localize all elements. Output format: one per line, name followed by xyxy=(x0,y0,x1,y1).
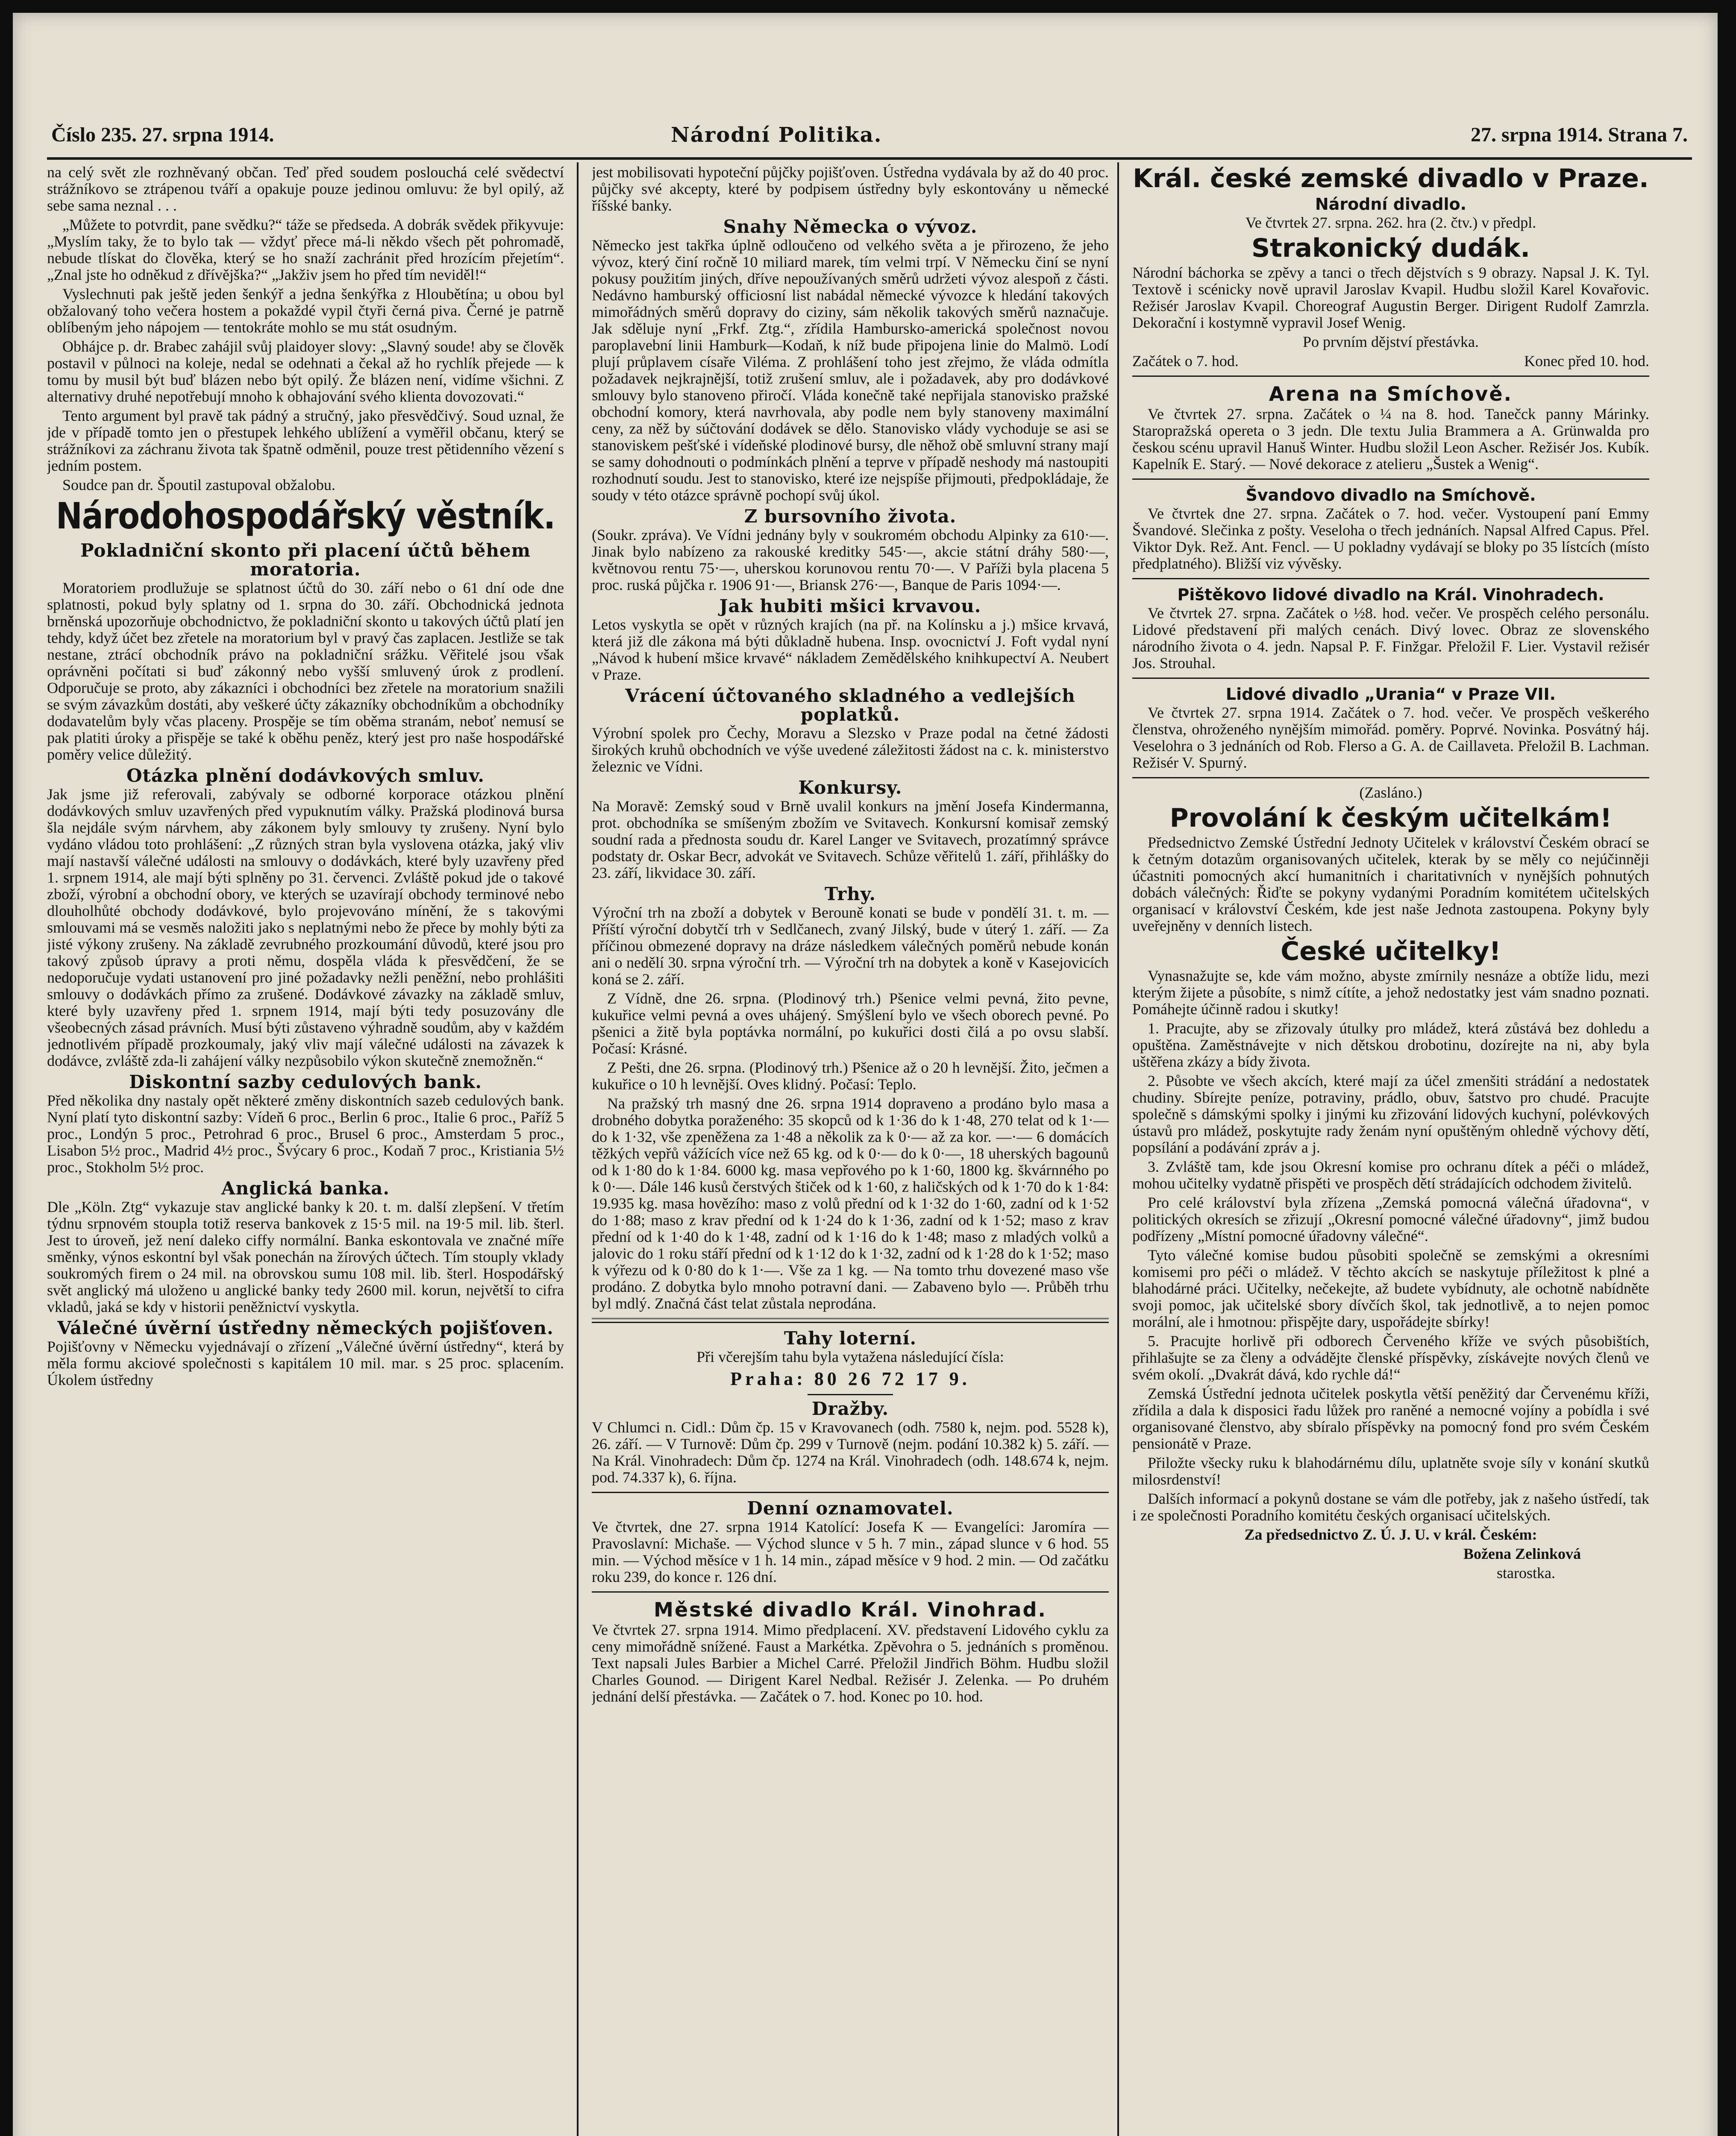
article-heading: Denní oznamovatel. xyxy=(747,1498,954,1519)
article-paragraph: Moratoriem prodlužuje se splatnost účtů do 30. září nebo o 61 dní ode dne splatnosti, pokud byly splatny od 1. srpna do 30. září. Obchodnická jednota brněnská upozorňuje obchodnictvo, že pokladniční skonto u takových účtů platí jen tehdy, když účet bez zřetele na moratorium byl v pravý čas zaplacen. Jestliže se tak nestane, ztrácí obchodník právo na pokladniční srážku. Věřitelé jsou však oprávněni počítati si buď zákonný nebo vyšší smluvený úrok z prodlení. Odporučuje se proto, aby zákazníci i obchodníci bez zřetele na moratorium snažili se svým závazkům dostáti, aby veškeré účty zákazníky obchodníkům a obchodníky dodavatelům byly včas placeny. Prospěje se tím oběma stranám, neboť nemusí se pak platiti úroky a přispěje se také k oběhu peněz, který jest pro naše hospodářské poměry velice důležitý. xyxy=(47,579,564,763)
article-paragraph: 5. Pracujte horlivě při odborech Červeného kříže ve svých působištích, přihlašujte se za členy a odvádějte členské příspěvky, získávejte nových členů ve svém okolí. „Dvakrát dává, kdo rychle dá!“ xyxy=(1132,1332,1649,1383)
lottery-numbers xyxy=(592,1368,1109,1390)
article-paragraph: na celý svět zle rozhněvaný občan. Teď před soudem poslouchá celé svědectví strážníkovo se ztrápenou tváří a opakuje pouze jedinou omluvu: že byl opilý, až sebe sama neznal . . . xyxy=(47,164,564,214)
article-heading: Jak hubiti mšici krvavou. xyxy=(719,596,981,616)
article-paragraph: Vyslechnuti pak ještě jeden šenkýř a jedna šenkýřka z Hloubětína; u obou byl obžalovaný toho večera hostem a pokaždé vypil čtyři černá piva. Černé je patrně oblíbeným jeho nápojem — tentokráte mohlo se mu stát osudným. xyxy=(47,285,564,336)
header-rule xyxy=(47,157,1692,160)
article-paragraph: Výroční trh na zboží a dobytek v Berouně konati se bude v pondělí 31. t. m. — Příští výroční dobytčí trh v Sedlčanech, zvaný Jilský, bude v úterý 1. září. — Za příčinou obmezené dopravy na dráze následkem válečných poměrů nebude konán ani o nedělí 30. srpna výroční trh. — Výroční trh na dobytek a koně v Kasejovicích koná se 2. září. xyxy=(592,904,1109,988)
article-paragraph: Dalších informací a pokynů dostane se vám dle potřeby, jak z našeho ústředí, tak i ze společnosti Poradního komitétu českých organisací učitelských. xyxy=(1132,1490,1649,1524)
theatre-heading: Švandovo divadlo na Smíchově. xyxy=(1245,486,1536,505)
article-heading: Snahy Německa o vývoz. xyxy=(723,216,978,237)
article-paragraph: Předsednictvo Zemské Ústřední Jednoty Učitelek v království Českém obrací se k četným dotazům organisovaných učitelek, kterak by se měly co nejúčinněji účastniti pomocných akcí humanitních i charitativních v nynějších pohnutých dobách válečných: Řiďte se pokyny vydanými Poradním komitétem učitelských organisací v království Českém, kde jest naše Jednota zastoupena. Pokyny byly uveřejněny v denních listech. xyxy=(1132,834,1649,934)
divider xyxy=(808,1394,893,1395)
article-paragraph: Pojišťovny v Německu vyjednávají o zřízení „Válečné úvěrní ústředny“, která by měla formu akciové společnosti s kapitálem 10 mil. mar. s 25 proc. splacením. Úkolem ústředny xyxy=(47,1338,564,1388)
column-1 xyxy=(47,164,564,2136)
article-paragraph: „Můžete to potvrdit, pane svědku?“ táže se předseda. A dobrák svědek přikyvuje: „Myslím taky, že to bylo tak — vždyť přece má-li někdo všech pět pohromadě, nebude tlískat do člověka, který se ho snaží zachránit před hrozícím přejetím“. „Znal jste ho odněkud z dřívějška?“ „Jakživ jsem ho před tím neviděl!“ xyxy=(47,216,564,283)
signature-title: starostka. xyxy=(1497,1564,1555,1581)
theatre-heading: Arena na Smíchově. xyxy=(1269,382,1513,405)
divider xyxy=(1132,578,1649,579)
theatre-heading: Pištěkovo lidové divadlo na Král. Vinohradech. xyxy=(1177,585,1604,604)
article-heading: Vrácení účtovaného skladného a vedlejších poplatků. xyxy=(625,685,1075,725)
article-heading: Pokladniční skonto při placení účtů během moratoria. xyxy=(80,540,531,580)
article-paragraph: Výrobní spolek pro Čechy, Moravu a Slezsko v Praze podal na četné žádosti širokých kruhů obchodních ve výše uvedené záležitosti žádost na c. k. ministerstvo železnic ve Vídni. xyxy=(592,725,1109,775)
article-heading: Tahy loterní. xyxy=(784,1328,917,1349)
article-paragraph: Po prvním dějství přestávka. xyxy=(1303,333,1479,350)
article-paragraph: Na pražský trh masný dne 26. srpna 1914 dopraveno a prodáno bylo masa a drobného dobytka poraženého: 35 skopců od k 1·36 do k 1·48, 270 telat od k 1·— do k 1·32, vše zpeněžena za 1·48 a několik za k 0·— až za kor. —·— 6 domácích těžkých vepřů vážících více než 65 kg. od k 0·— do k 0·—, 18 uherských bagounů od k 1·80 do k 1·84. 6000 kg. masa vepřového po k 1·60, 1800 kg. škvárnného po k 0·—. Dále 146 kusů čerstvých štiček od k 1·60, z haličských od k 1·70 do k 1·84: 19.935 kg. masa hovězího: maso z volů přední od k 1·32 do 1·60, zadní od k 1·52 do 1·88; maso z krav přední od k 1·24 do k 1·36, zadní od k 1·52; maso z krav přední od k 1·40 do k 1·48, zadní od k 1·16 do k 1·48; maso z mladých volků a jalovic do 1 roku stáří přední od k 1·12 do k 1·32, zadní od k 1·28 do k 1·52; maso k výřezu od k 0·80 do k 1·—. Vše za 1 kg. — Na tomto trhu dovezené maso vše prodáno. Z dobytka bylo mnoho potravní dani. — Zabaveno bylo —. Průběh trhu byl mdlý. Značná část telat zůstala neprodána. xyxy=(592,1095,1109,1312)
article-paragraph: Německo jest takřka úplně odloučeno od velkého světa a je přirozeno, že jeho vývoz, který činí ročně 10 miliard marek, tím velmi trpí. V Německu činí se nyní pokusy použitím jiných, dříve nepoužívaných směrů udržeti vývoz alespoň z části. Nedávno hamburský officiosní list nabádal německé vývozce k hledání takových mimořádných směrů dopravy do ciziny, sám několik takových směrů naznačuje. Jak sděluje nyní „Frkf. Ztg.“, zřídila Hambursko-americká společnost novou paroplavební linii Hamburk—Kodaň, k níž bude připojena linie do Malmö. Lodí plují průplavem císaře Viléma. Z prohlášení toho jest zřejmo, že vláda odmítla požadavek nejkrajnější, totiž zrušení smluv, ale i požadavek, aby pro dodávkové smlouvy bylo stanoveno přiročí. Vláda konečně také nepřijala stanovisko pražské obchodní komory, která navrhovala, aby podle nem byly stanoveny maximální ceny, za něž by súčtování dodávek se dělo. Stanovisko vlády vychoduje se asi se stanoviskem pešťské i vídeňské plodinové bursy, dle něhož obě smluvní strany mají se samy dohodnouti o podmínkách plnění a teprve v případě neshody má nastoupiti rozhodnutí soudu. Jest to stanovisko, které ize nejspíše přijmouti, předpokládaje, že soudy v této otázce správně pochopí svůj úkol. xyxy=(592,237,1109,504)
article-heading: Dražby. xyxy=(811,1398,889,1419)
article-paragraph: Zemská Ústřední jednota učitelek poskytla větší peněžitý dar Červenému kříži, zřídila a dala k disposici řadu lůžek pro raněné a nemocné vojíny a pobídla i své organisované členstvo, aby sbíralo příspěvky na pomocný fond pro svém Českém pensionátě v Praze. xyxy=(1132,1385,1649,1452)
article-heading: Trhy. xyxy=(824,883,876,904)
article-heading: Válečné úvěrní ústředny německých pojišťoven. xyxy=(57,1317,554,1338)
article-paragraph: Ve čtvrtek, dne 27. srpna 1914 Katolící: Josefa K — Evangelíci: Jaromíra — Pravoslavní: Michaše. — Východ slunce v 5 h. 7 min., západ slunce v 6 hod. 55 min. — Východ měsíce v 1 h. 14 min., západ měsíce v 9 hod. 2 min. — Od začátku roku 239, do konce r. 126 dní. xyxy=(592,1518,1109,1585)
appeal-subheading: České učitelky! xyxy=(1281,936,1501,966)
theatre-heading: Lidové divadlo „Urania“ v Praze VII. xyxy=(1225,685,1556,704)
article-paragraph: Přiložte všecky ruku k blahodárnému dílu, uplatněte svoje síly v konání skutků milosrdenství! xyxy=(1132,1454,1649,1488)
article-paragraph: Ve čtvrtek dne 27. srpna. Začátek o 7. hod. večer. Vystoupení paní Emmy Švandové. Slečinka z pošty. Veseloha o třech jednáních. Napsal Alfred Capus. Přel. Viktor Dyk. Rež. Ant. Fencl. — U pokladny vydávají se bloky po 35 lístcích (místo předplatného). Bližší viz vývěsky. xyxy=(1132,505,1649,572)
article-paragraph: Obhájce p. dr. Brabec zahájil svůj plaidoyer slovy: „Slavný soude! aby se člověk postavil v půlnoci na koleje, nedal se odehnati a čekal až ho rychlík přejede — k tomu by musil být buď blázen nebo být opilý. Že blázen není, vidíme všichni. Z alternativy druhé nepotřebují mnoho k obhajování svého klienta dovozovati.“ xyxy=(47,338,564,405)
article-paragraph: Jak jsme již referovali, zabývaly se odborné korporace otázkou plnění dodávkových smluv uzavřených před vypuknutím války. Pražská plodinová bursa šla nejdále svým nárvhem, aby zákonem byly smlouvy ty zrušeny. Nyní bylo vydáno vládou toto prohlášení: „Z různých stran byla vyslovena otázka, jaký vliv mají nastavší válečné události na smlouvy o dodávkách, které byly uzavřeny před 1. srpnem 1914, ale mají býti splněny po 31. červenci. Zvláště pokud jde o takové zboží, výrobní a obchodní obory, ve kterých se uzavírají obchody terminové nebo dlouholhůté obchody dodávkové, bylo projevováno mínění, že s takovými smlouvami má se vesměs naložiti jako s neplatnými nebo že přece by mohly býti za jisté výkony zrušeny. Na základě zevrubného prozkoumání důvodů, které jsou pro takový způsob úpravy a proti němu, dospěla vláda k přesvědčení, že se nedoporučuje vydati ustanovení pro jiné požadavky nežli peněžní, nebo prohlášiti smlouvy o dodávkách přímo za zrušené. Dodávkové závazky na základě smluv, které byly uzavřeny před 1. srpnem 1914, mají býti tedy posuzovány dle všeobecných zásad právních. Musí býti zůstaveno výhradně soudům, aby v každém jednotlivém případě prozkoumaly, jaký vliv mají válečné události na závazek k dodávce, zvláště zda-li zahájení války nezpůsobilo výkon skutečně znemožněn.“ xyxy=(47,786,564,1069)
issue-number: Číslo 235. 27. srpna 1914. xyxy=(51,123,274,146)
article-paragraph: Soudce pan dr. Špoutil zastupoval obžalobu. xyxy=(62,476,335,493)
column-2 xyxy=(592,164,1109,2136)
article-heading: Konkursy. xyxy=(798,777,902,798)
article-paragraph: V Chlumci n. Cidl.: Dům čp. 15 v Kravovanech (odh. 7580 k, nejm. pod. 5528 k), 26. září. — V Turnově: Dům čp. 299 v Turnově (nejm. podání 10.382 k) 5. září. — Na Král. Vinohradech: Dům čp. 1274 na Král. Vinohradech (odh. 148.674 k, nejm. pod. 74.337 k), 6. října. xyxy=(592,1419,1109,1486)
article-paragraph: Ve čtvrtek 27. srpna 1914. Začátek o 7. hod. večer. Ve prospěch veškerého členstva, ohroženého nynějším mimořád. poměry. Poprvé. Novinka. Posvátný háj. Veselohra o 3 jednáních od Rob. Flerso a G. A. de Caillaveta. Přeložil B. Lachman. Režisér V. Spurný. xyxy=(1132,704,1649,771)
divider xyxy=(1132,678,1649,679)
signature-name: Božena Zelinková xyxy=(1463,1545,1581,1562)
column-divider xyxy=(1117,162,1119,2136)
column-divider xyxy=(577,162,579,2136)
end-time: Konec před 10. hod. xyxy=(1524,352,1649,370)
article-paragraph: Tento argument byl pravě tak pádný a stručný, jako přesvědčivý. Soud uznal, že jde v případě tomto jen o přestupek lehkého ublížení a vyměřil občanu, který se strážníkovi za záchranu života tak špatně odměnil, pouze trest pětidenního vězení s jedním postem. xyxy=(47,407,564,474)
article-paragraph: Z Pešti, dne 26. srpna. (Plodinový trh.) Pšenice až o 20 h levnější. Žito, ječmen a kukuřice o 10 h levnější. Oves klidný. Počasí: Teplo. xyxy=(592,1059,1109,1093)
divider xyxy=(592,1591,1109,1593)
divider xyxy=(1132,478,1649,480)
start-time: Začátek o 7. hod. xyxy=(1132,352,1239,370)
article-paragraph: 3. Zvláště tam, kde jsou Okresní komise pro ochranu dítek a péči o mládež, mohou učitelky vydatně přispěti ve prospěch dětí strádajících odchodem živitelů. xyxy=(1132,1158,1649,1192)
start-end-line xyxy=(1132,353,1649,370)
running-header xyxy=(51,123,1688,156)
lottery-city: Praha: xyxy=(730,1368,806,1389)
newspaper-page xyxy=(13,13,1718,2136)
article-heading: Z bursovního života. xyxy=(744,506,957,527)
article-paragraph: Vynasnažujte se, kde vám možno, abyste zmírnily nesnáze a obtíže lidu, mezi kterým žijete a působíte, s nimž cítíte, a jehož nedostatky jest vám snadno poznati. Pomáhejte účinně radou i skutky! xyxy=(1132,967,1649,1018)
article-paragraph: jest mobilisovati hypoteční půjčky pojišťoven. Ústředna vydávala by až do 40 proc. půjčky své akcepty, které by podpisem ústředny byly eskontovány u německé říšské banky. xyxy=(592,164,1109,214)
article-paragraph: Ve čtvrtek 27. srpna. Začátek o ½8. hod. večer. Ve prospěch celého personálu. Lidové představení při malých cenách. Divý lovec. Obraz ze slovenského národního života o 4. jedn. Napsal P. F. Finžgar. Přeložil F. Lier. Vystavil režisér Jos. Strouhal. xyxy=(1132,604,1649,672)
lottery-values: 80 26 72 17 9. xyxy=(814,1368,970,1389)
article-paragraph: Tyto válečné komise budou působiti společně se zemskými a okresními komisemi pro péči o mládež. V těchto akcích se naskytuje příležitost k plné a blahodárné práci. Učitelky, nečekejte, až budete vybídnuty, ale ochotně nabídněte svoji pomoc, jak učitelské sbory dívčích škol, tak jednotlivě, a to nejen pomoc morální, ale i hmotnou: přispějte dary, uspořádejte sbírky! xyxy=(1132,1247,1649,1330)
article-paragraph: Při včerejším tahu byla vytažena následující čísla: xyxy=(696,1348,1004,1365)
article-paragraph: 1. Pracujte, aby se zřizovaly útulky pro mládež, která zůstává bez dohledu a opuštěna. Zaměstnávejte v nich dětskou drobotinu, dozírejte na ni, aby byla uštěřena zkázy a bídy života. xyxy=(1132,1020,1649,1070)
article-heading: Otázka plnění dodávkových smluv. xyxy=(126,765,485,786)
article-paragraph: Pro celé království byla zřízena „Zemská pomocná válečná úřadovna“, v politických okresích se zřizují „Okresní pomocné válečné úřadovny“, jimž budou podřízeny „Místní pomocné úřadovny válečné“. xyxy=(1132,1194,1649,1244)
article-heading: Diskontní sazby cedulových bank. xyxy=(129,1071,482,1092)
article-paragraph: Dle „Köln. Ztg“ vykazuje stav anglické banky k 20. t. m. další zlepšení. V třetím týdnu srpnovém stoupla totiž reserva bankovek z 15·5 mil. na 19·5 mil. lib. šterl. Jest to úroveň, jež není daleko ciffy normální. Banka eskontovala ve značné míře směnky, výnos eskontní byl však ponechán na žírových účtech. Tím stouply vklady soukromých firem o 24 mil. na obrovskou sumu 108 mil. lib. šterl. Hospodářský svět anglický má uloženo u anglické banky tedy 2600 mil. korun, největší to cifra vkladů, jaká se kdy v historii peněžnictví vyskytla. xyxy=(47,1198,564,1315)
theatre-heading: Král. české zemské divadlo v Praze. xyxy=(1133,164,1649,194)
article-heading: Městské divadlo Král. Vinohrad. xyxy=(654,1598,1047,1621)
article-paragraph: (Soukr. zpráva). Ve Vídni jednány byly v soukromém obchodu Alpinky za 610·—. Jinak bylo nabízeno za rakouské kreditky 545·—, akcie státní dráhy 580·—, květnovou rentu 75·—, uherskou korunovou rentu 70·—. V Paříži byla placena 5 proc. ruská půjčka r. 1906 91·—, Briansk 276·—, Banque de Paris 1094·—. xyxy=(592,526,1109,593)
article-paragraph: Národní báchorka se zpěvy a tanci o třech dějstvích s 9 obrazy. Napsal J. K. Tyl. Textově i scénicky nově upravil Jaroslav Kvapil. Hudbu složil Karel Kovařovic. Režisér Jaroslav Kvapil. Choreograf Augustin Berger. Dirigent Rudolf Zamrzla. Dekorační i kostymně vypravil Josef Wenig. xyxy=(1132,264,1649,331)
section-rule xyxy=(592,1318,1109,1323)
article-paragraph: Ve čtvrtek 27. srpna 1914. Mimo předplacení. XV. představení Lidového cyklu za ceny mimořádně snížené. Faust a Markétka. Zpěvohra o 5. jednáních s proměnou. Text napsali Jules Barbier a Michel Carré. Přeložil Jindřich Böhm. Hudbu složil Charles Gounod. — Dirigent Karel Nedbal. Režisér J. Zelenka. — Po druhém jednání delší přestávka. — Začátek o 7. hod. Konec po 10. hod. xyxy=(592,1621,1109,1705)
signature-line: Za předsednictvo Z. Ú. J. U. v král. Českém: xyxy=(1244,1526,1537,1543)
play-title: Strakonický dudák. xyxy=(1251,233,1530,263)
theatre-subheading: Národní divadlo. xyxy=(1315,195,1467,214)
column-3 xyxy=(1132,164,1649,2136)
masthead-title: Národní Politika. xyxy=(671,123,882,147)
appeal-heading: Provolání k českým učitelkám! xyxy=(1169,803,1612,833)
article-paragraph: Z Vídně, dne 26. srpna. (Plodinový trh.) Pšenice velmi pevná, žito pevne, kukuřice velmi pevná a oves uhájený. Smýšlení bylo ve všech oborech pevné. Po pšenici a žitě byla poptávka normální, po kukuřici dosti čilá a po ovsu slabší. Počasí: Krásné. xyxy=(592,990,1109,1057)
article-paragraph: Před několika dny nastaly opět některé změny diskontních sazeb cedulových bank. Nyní platí tyto diskontní sazby: Vídeň 6 proc., Berlin 6 proc., Italie 6 proc., Paříž 5 proc., Londýn 5 proc., Petrohrad 6 proc., Brusel 6 proc., Amsterdam 5 proc., Lisabon 5½ proc., Madrid 4½ proc., Švýcary 6 proc., Kodaň 7 proc., Kristiania 5½ proc., Stokholm 5½ proc. xyxy=(47,1092,564,1176)
article-paragraph: 2. Působte ve všech akcích, které mají za účel zmenšiti strádání a nedostatek chudiny. Sbírejte peníze, potraviny, prádlo, obuv, šatstvo pro chudé. Pracujte společně s dámskými spolky i jinými ku zřizování lidových kuchyní, polévkových ústavů pro mládež, poskytujte rady ženám nyní opuštěným ohledně výchovy dětí, popsílání a podávání zpráv a j. xyxy=(1132,1072,1649,1156)
divider xyxy=(1132,376,1649,377)
article-paragraph: Letos vyskytla se opět v různých krajích (na př. na Kolínsku a j.) mšice krvavá, která již dle zákona má býti důkladně hubena. Insp. ovocnictví J. Foft vydal nyní „Návod k hubení mšice krvavé“ nákladem Zemědělského knihkupectví A. Neubert v Praze. xyxy=(592,616,1109,683)
article-heading: Anglická banka. xyxy=(221,1178,390,1199)
article-paragraph: Ve čtvrtek 27. srpna. Začátek o ¼ na 8. hod. Tanečck panny Márinky. Staropražská opereta o 3 jedn. Dle textu Julia Brammera a A. Grünwalda pro českou scénu upravil Hanuš Winter. Hudbu složil Leon Ascher. Režisér Jos. Kubík. Kapelník E. Starý. — Nové dekorace z atelieru „Šustek a Wenig“. xyxy=(1132,405,1649,472)
divider xyxy=(1132,777,1649,778)
section-heading: Národohospodářský věstník. xyxy=(56,495,555,537)
article-paragraph: Ve čtvrtek 27. srpna. 262. hra (2. čtv.) v předpl. xyxy=(1245,214,1536,231)
zaslano-label: (Zasláno.) xyxy=(1359,784,1422,801)
page-number: 27. srpna 1914. Strana 7. xyxy=(1470,123,1688,146)
divider xyxy=(592,1492,1109,1493)
article-paragraph: Na Moravě: Zemský soud v Brně uvalil konkurs na jmění Josefa Kindermanna, prot. obchodníka se smíšeným zbožím ve Svitavech. Konkursní komisař zemský soudní rada a přednosta soudu dr. Karel Langer ve Svitavech, prozatímný správce podstaty dr. Oskar Becr, advokát ve Svitavech. Schůze věřitelů 1. září, přihlášky do 23. září, likvidace 30. září. xyxy=(592,798,1109,881)
